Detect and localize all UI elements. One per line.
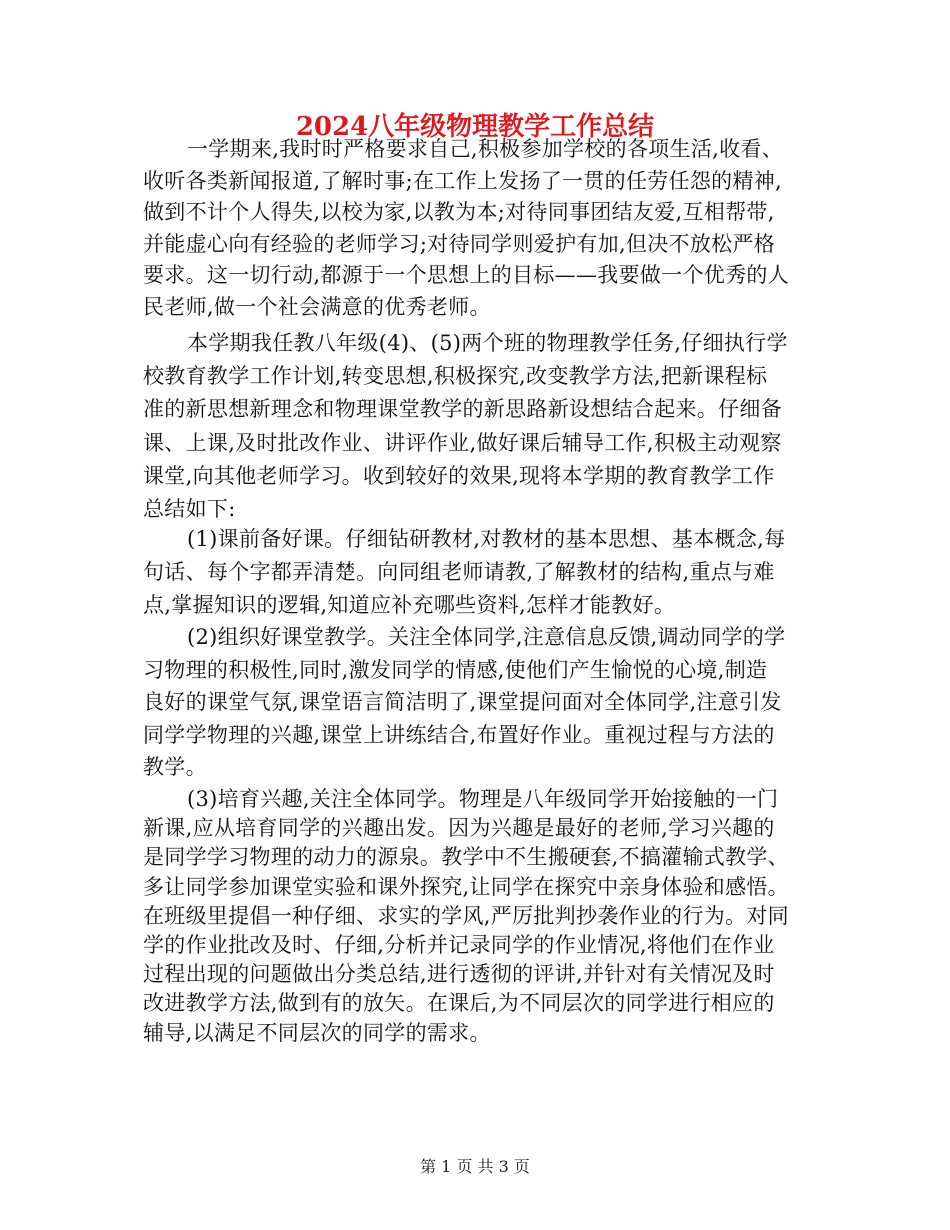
paragraph xyxy=(143,327,813,526)
text-line: 在班级里提倡一种仔细、求实的学风,严厉批判抄袭作业的行为。对同 xyxy=(143,903,789,928)
text-line: 收听各类新闻报道,了解时事;在工作上发扬了一贯的任劳任怨的精神, xyxy=(143,168,783,193)
text-line: 过程出现的问题做出分类总结,进行透彻的评讲,并针对有关情况及时 xyxy=(143,962,775,987)
text-line: 点,掌握知识的逻辑,知道应补充哪些资料,怎样才能教好。 xyxy=(143,593,676,617)
page-footer: 第 1 页 共 3 页 xyxy=(420,1157,530,1176)
text-line: (2)组织好课堂教学。关注全体同学,注意信息反馈,调动同学的学 xyxy=(187,625,786,649)
text-line: 民老师,做一个社会满意的优秀老师。 xyxy=(143,294,491,319)
text-line: 课堂,向其他老师学习。收到较好的效果,现将本学期的教育教学工作 xyxy=(143,463,775,488)
text-line: 准的新思想新理念和物理课堂教学的新思路新设想结合起来。仔细备 xyxy=(143,397,782,422)
text-line: 一学期来,我时时严格要求自己,积极参加学校的各项生活,收看、 xyxy=(187,137,784,161)
text-line: 课、上课,及时批改作业、讲评作业,做好课后辅导工作,积极主动观察 xyxy=(143,430,782,455)
text-line: (1)课前备好课。仔细钻研教材,对教材的基本思想、基本概念,每 xyxy=(187,527,786,551)
text-line: 总结如下: xyxy=(143,497,236,522)
text-line: 习物理的积极性,同时,激发同学的情感,使他们产生愉悦的心境,制造 xyxy=(143,657,768,682)
text-line: 教学。 xyxy=(143,755,207,779)
text-line: 学的作业批改及时、仔细,分析并记录同学的作业情况,将他们在作业 xyxy=(143,933,775,958)
text-line: 辅导,以满足不同层次的同学的需求。 xyxy=(143,1020,491,1045)
text-line: 句话、每个字都弄清楚。向同组老师请教,了解教材的结构,重点与难 xyxy=(143,560,775,584)
paragraph xyxy=(143,621,813,784)
text-line: 多让同学参加课堂实验和课外探究,让同学在探究中亲身体验和感悟。 xyxy=(143,874,789,899)
document-title: 2024八年级物理教学工作总结 xyxy=(295,112,655,142)
text-line: 校教育教学工作计划,转变思想,积极探究,改变教学方法,把新课程标 xyxy=(143,364,768,389)
text-line: 是同学学习物理的动力的源泉。教学中不生搬硬套,不搞灌输式教学、 xyxy=(143,845,789,870)
text-line: 并能虚心向有经验的老师学习;对待同学则爱护有加,但决不放松严格 xyxy=(143,231,776,256)
text-line: 要求。这一切行动,都源于一个思想上的目标——我要做一个优秀的人 xyxy=(143,263,789,288)
paragraph xyxy=(143,134,813,324)
text-line: 良好的课堂气氛,课堂语言简洁明了,课堂提问面对全体同学,注意引发 xyxy=(143,690,782,714)
text-line: 做到不计个人得失,以校为家,以教为本;对待同事团结友爱,互相帮带, xyxy=(143,200,775,225)
paragraph xyxy=(143,785,813,1048)
text-line: (3)培育兴趣,关注全体同学。物理是八年级同学开始接触的一门 xyxy=(187,787,779,811)
text-line: 同学学物理的兴趣,课堂上讲练结合,布置好作业。重视过程与方法的 xyxy=(143,722,775,747)
text-line: 改进教学方法,做到有的放矢。在课后,为不同层次的同学进行相应的 xyxy=(143,991,775,1016)
paragraph xyxy=(143,523,813,622)
text-line: 新课,应从培育同学的兴趣出发。因为兴趣是最好的老师,学习兴趣的 xyxy=(143,816,775,841)
text-line: 本学期我任教八年级(4)、(5)两个班的物理教学任务,仔细执行学 xyxy=(187,331,788,355)
